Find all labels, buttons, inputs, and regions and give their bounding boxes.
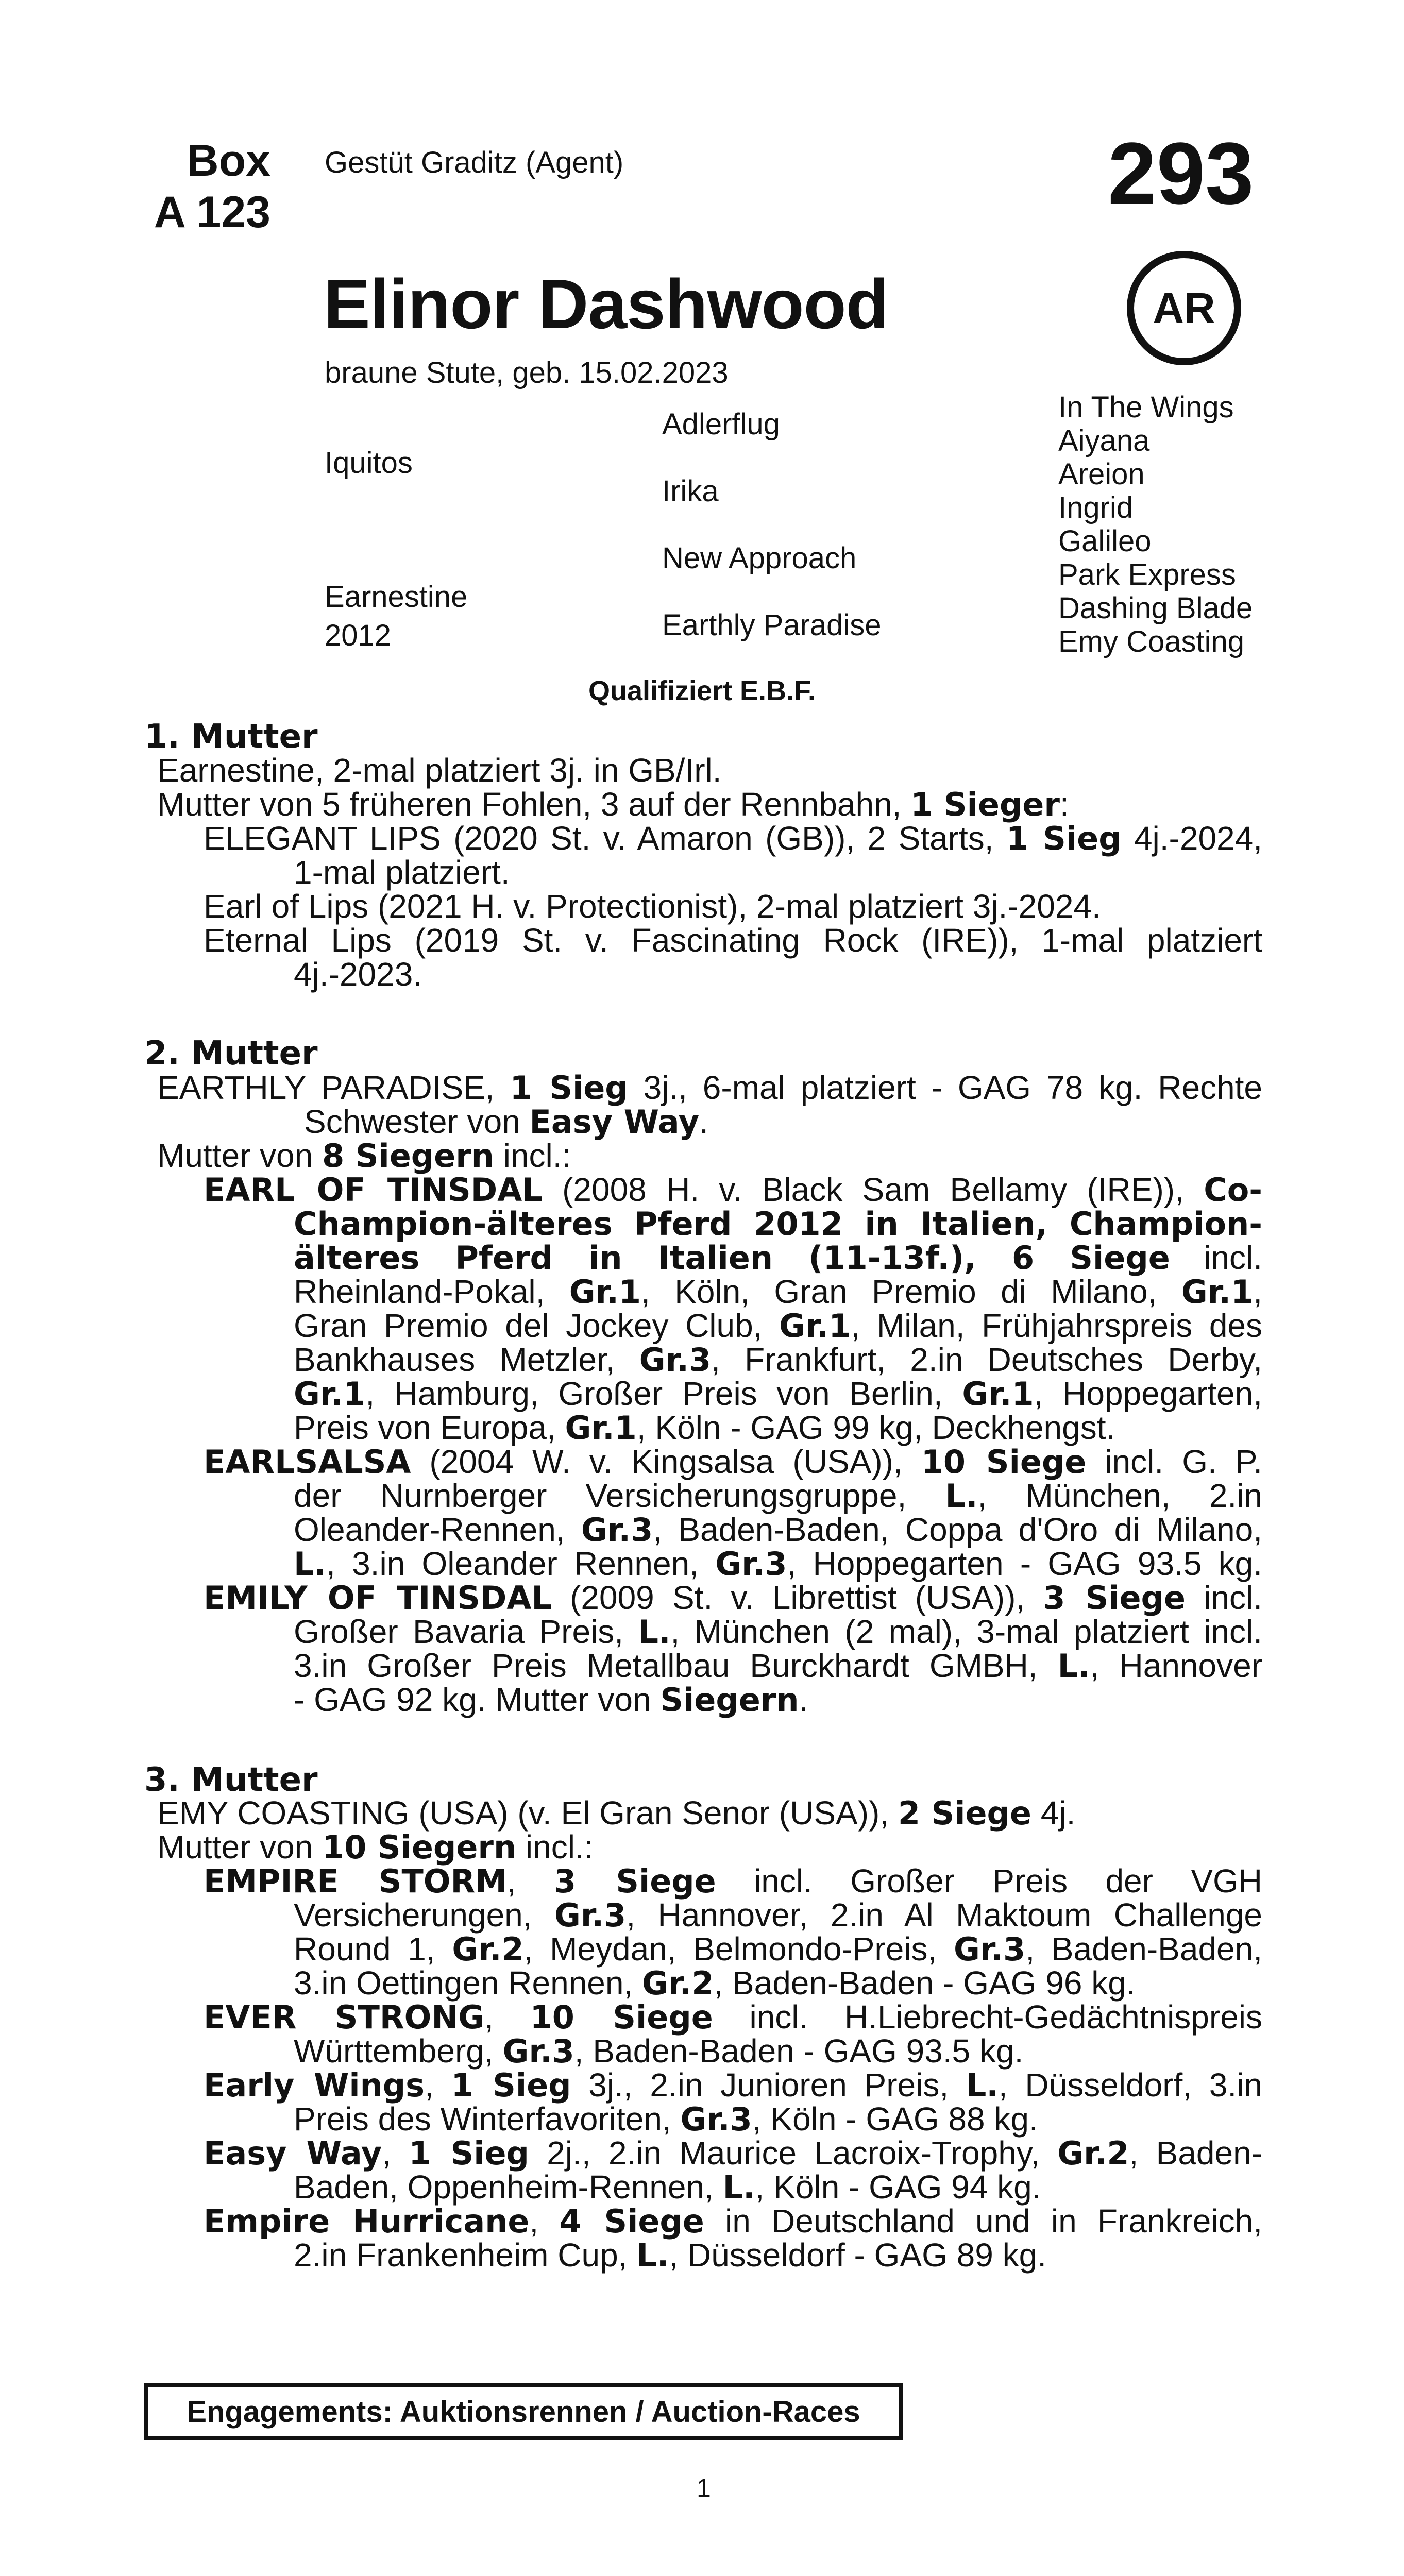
text-line: Mutter von 10 Siegern incl.: <box>157 1828 594 1866</box>
bold-text: Champion-älteres Pferd 2012 in Italien, Champion- <box>294 1205 1262 1243</box>
text-line: Earl of Lips (2021 H. v. Protectionist), 2-mal platziert 3j.-2024. <box>204 888 1101 925</box>
ar-badge-label: AR <box>1153 283 1215 332</box>
text-line: EVER STRONG, 10 Siege incl. H.Liebrecht-Gedächtnispreis <box>204 1998 1263 2036</box>
text-line: 3.in Großer Preis Metallbau Burckhardt GMBH, L., Hannover <box>294 1647 1262 1685</box>
text-line: Oleander-Rennen, Gr.3, Baden-Baden, Coppa d'Oro di Milano, <box>294 1511 1263 1549</box>
agent-name: Gestüt Graditz (Agent) <box>325 146 624 179</box>
text-line: Empire Hurricane, 4 Siege in Deutschland und in Frankreich, <box>204 2202 1262 2240</box>
bold-text: 1 Sieg <box>1006 820 1122 857</box>
pedigree-great-grandparents <box>1058 391 1253 658</box>
bold-text: 3 Siege <box>1043 1579 1186 1617</box>
bold-text: EMILY OF TINSDAL <box>204 1579 552 1617</box>
bold-text: 1 Sieger <box>910 786 1060 823</box>
section-heading-first-dam: 1. Mutter <box>144 718 318 756</box>
text-line: Großer Bavaria Preis, L., München (2 mal), 3-mal platziert incl. <box>294 1613 1263 1651</box>
pedigree-sire: Iquitos <box>325 446 413 480</box>
pedigree-great-grandparent: Aiyana <box>1058 424 1150 457</box>
text-line: Bankhauses Metzler, Gr.3, Frankfurt, 2.in Deutsches Derby, <box>294 1341 1263 1379</box>
text-line: älteres Pferd in Italien (11-13f.), 6 Siege incl. <box>294 1239 1262 1277</box>
text-line: 4j.-2023. <box>294 956 422 993</box>
bold-text: Easy Way <box>204 2134 382 2172</box>
text-line: EARTHLY PARADISE, 1 Sieg 3j., 6-mal platziert - GAG 78 kg. Rechte <box>157 1069 1263 1107</box>
bold-text: Gr.3 <box>954 1930 1026 1968</box>
bold-text: 10 Siege <box>530 1998 713 2036</box>
bold-text: EVER STRONG <box>204 1998 485 2036</box>
text-line: der Nurnberger Versicherungsgruppe, L., München, 2.in <box>294 1477 1263 1515</box>
text-line: EMPIRE STORM, 3 Siege incl. Großer Preis der VGH <box>204 1862 1263 1900</box>
bold-text: 1 Sieg <box>451 2066 571 2104</box>
text-line: Preis von Europa, Gr.1, Köln - GAG 99 kg, Deckhengst. <box>294 1409 1115 1447</box>
box-word: Box <box>187 136 270 185</box>
pedigree-great-grandparent: Galileo <box>1058 524 1152 558</box>
pedigree-great-grandparent: In The Wings <box>1058 391 1234 424</box>
text-line: Mutter von 8 Siegern incl.: <box>157 1137 571 1175</box>
pedigree-great-grandparent: Dashing Blade <box>1058 591 1253 625</box>
engagements-box <box>144 2383 903 2440</box>
bold-text: Early Wings <box>204 2066 425 2104</box>
bold-text: 10 Siegern <box>322 1828 517 1866</box>
pedigree-grandparent: Adlerflug <box>662 408 780 441</box>
bold-text: L. <box>966 2066 999 2104</box>
text-line: EARL OF TINSDAL (2008 H. v. Black Sam Bellamy (IRE)), Co- <box>204 1171 1263 1209</box>
text-line: Early Wings, 1 Sieg 3j., 2.in Junioren Preis, L., Düsseldorf, 3.in <box>204 2066 1263 2104</box>
horse-name: Elinor Dashwood <box>324 265 888 343</box>
engagements-label: Engagements: Auktionsrennen / Auction-Races <box>187 2395 860 2429</box>
bold-text: Empire Hurricane <box>204 2202 530 2240</box>
text-line: Rheinland-Pokal, Gr.1, Köln, Gran Premio di Milano, Gr.1, <box>294 1273 1263 1311</box>
text-line: 2.in Frankenheim Cup, L., Düsseldorf - GAG 89 kg. <box>294 2236 1046 2274</box>
ar-badge <box>1127 251 1241 365</box>
bold-text: Gr.1 <box>565 1409 637 1447</box>
bold-text: Gr.2 <box>1057 2134 1129 2172</box>
bold-text: Gr.3 <box>680 2100 752 2138</box>
bold-text: EARL OF TINSDAL <box>204 1171 543 1209</box>
bold-text: 3 Siege <box>554 1862 716 1900</box>
bold-text: 1 Sieg <box>510 1069 628 1107</box>
text-line: 1-mal platziert. <box>294 854 510 891</box>
pedigree-great-grandparent: Areion <box>1058 457 1145 491</box>
text-line: ELEGANT LIPS (2020 St. v. Amaron (GB)), 2 Starts, 1 Sieg 4j.-2024, <box>204 820 1263 857</box>
bold-text: Gr.1 <box>569 1273 641 1311</box>
bold-text: Easy Way <box>529 1103 700 1141</box>
qualification: Qualifiziert E.B.F. <box>588 675 816 706</box>
text-line: - GAG 92 kg. Mutter von Siegern. <box>294 1681 808 1719</box>
text-line: Round 1, Gr.2, Meydan, Belmondo-Preis, Gr.3, Baden-Baden, <box>294 1930 1262 1968</box>
bold-text: Siegern <box>660 1681 799 1719</box>
bold-text: L. <box>638 1613 671 1651</box>
text-line: 3.in Oettingen Rennen, Gr.2, Baden-Baden - GAG 96 kg. <box>294 1964 1136 2002</box>
bold-text: 10 Siege <box>921 1443 1087 1481</box>
bold-text: Gr.3 <box>502 2032 574 2070</box>
box-label <box>142 135 270 238</box>
text-line: EMY COASTING (USA) (v. El Gran Senor (USA)), 2 Siege 4j. <box>157 1794 1076 1832</box>
text-line: Eternal Lips (2019 St. v. Fascinating Rock (IRE)), 1-mal platziert <box>204 922 1262 959</box>
bold-text: Gr.2 <box>452 1930 524 1968</box>
pedigree-great-grandparent: Park Express <box>1058 558 1236 591</box>
text-line <box>294 1207 1262 1241</box>
bold-text: Gr.2 <box>642 1964 714 2002</box>
bold-text: EARLSALSA <box>204 1443 411 1481</box>
pedigree-dam-year: 2012 <box>325 619 392 652</box>
section-heading-second-dam: 2. Mutter <box>144 1035 318 1073</box>
section-heading-third-dam: 3. Mutter <box>144 1761 318 1799</box>
bold-text: Co- <box>1204 1171 1263 1209</box>
text-line: Mutter von 5 früheren Fohlen, 3 auf der Rennbahn, 1 Sieger: <box>157 786 1069 823</box>
bold-text: Gr.3 <box>554 1896 627 1934</box>
bold-text: 2 Siege <box>898 1794 1031 1832</box>
pedigree-grandparent: Earthly Paradise <box>662 608 882 642</box>
text-line: Earnestine, 2-mal platziert 3j. in GB/Irl. <box>157 752 722 789</box>
bold-text: L. <box>722 2168 755 2206</box>
bold-text: älteres Pferd in Italien (11-13f.), 6 Siege <box>294 1239 1170 1277</box>
bold-text: 4 Siege <box>559 2202 704 2240</box>
pedigree-grandparent: New Approach <box>662 541 857 575</box>
bold-text: L. <box>294 1545 327 1583</box>
text-line: L., 3.in Oleander Rennen, Gr.3, Hoppegarten - GAG 93.5 kg. <box>294 1545 1263 1583</box>
text-line: Versicherungen, Gr.3, Hannover, 2.in Al Maktoum Challenge <box>294 1896 1263 1934</box>
lot-number: 293 <box>1108 125 1254 223</box>
text-line: EMILY OF TINSDAL (2009 St. v. Librettist (USA)), 3 Siege incl. <box>204 1579 1263 1617</box>
pedigree-dam: Earnestine <box>325 580 468 614</box>
bold-text: Gr.3 <box>715 1545 787 1583</box>
bold-text: Gr.1 <box>779 1307 851 1345</box>
bold-text: EMPIRE STORM <box>204 1862 507 1900</box>
text-line: Schwester von Easy Way. <box>304 1103 708 1141</box>
text-line: Gr.1, Hamburg, Großer Preis von Berlin, Gr.1, Hoppegarten, <box>294 1375 1263 1413</box>
text-line: Baden, Oppenheim-Rennen, L., Köln - GAG 94 kg. <box>294 2168 1041 2206</box>
horse-description: braune Stute, geb. 15.02.2023 <box>325 356 729 389</box>
text-line: Preis des Winterfavoriten, Gr.3, Köln - GAG 88 kg. <box>294 2100 1038 2138</box>
box-number: A 123 <box>154 188 270 237</box>
text-line: EARLSALSA (2004 W. v. Kingsalsa (USA)), 10 Siege incl. G. P. <box>204 1443 1263 1481</box>
text-line: Easy Way, 1 Sieg 2j., 2.in Maurice Lacroix-Trophy, Gr.2, Baden- <box>204 2134 1262 2172</box>
bold-text: L. <box>636 2236 669 2274</box>
bold-text: 1 Sieg <box>409 2134 529 2172</box>
pedigree-great-grandparent: Ingrid <box>1058 491 1134 524</box>
pedigree-great-grandparent: Emy Coasting <box>1058 625 1245 658</box>
bold-text: Gr.3 <box>581 1511 653 1549</box>
bold-text: Gr.1 <box>294 1375 366 1413</box>
text-line: Württemberg, Gr.3, Baden-Baden - GAG 93.5 kg. <box>294 2032 1024 2070</box>
bold-text: Gr.3 <box>639 1341 712 1379</box>
text-line: Gran Premio del Jockey Club, Gr.1, Milan, Frühjahrspreis des <box>294 1307 1263 1345</box>
bold-text: Gr.1 <box>1181 1273 1254 1311</box>
page-number: 1 <box>697 2473 711 2502</box>
bold-text: 8 Siegern <box>322 1137 494 1175</box>
bold-text: L. <box>945 1477 978 1515</box>
bold-text: L. <box>1057 1647 1090 1685</box>
bold-text: Gr.1 <box>962 1375 1034 1413</box>
pedigree-grandparent: Irika <box>662 474 719 508</box>
